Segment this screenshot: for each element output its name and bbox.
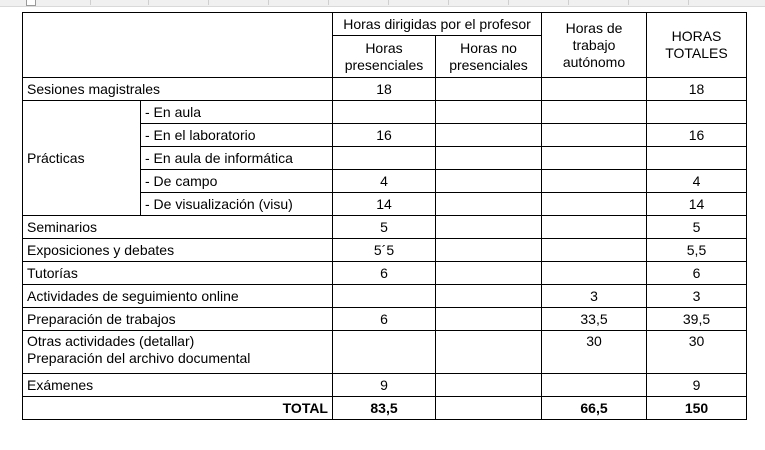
total-presenciales: 83,5	[333, 397, 436, 420]
table-move-handle-icon[interactable]	[26, 0, 36, 6]
cell-autonomo	[542, 239, 647, 262]
row-sublabel: - De campo	[141, 170, 333, 193]
cell-autonomo	[542, 101, 647, 124]
cell-no-presenciales	[436, 124, 542, 147]
row-label: Tutorías	[23, 262, 333, 285]
row-sublabel: - En el laboratorio	[141, 124, 333, 147]
cell-total: 30	[647, 331, 747, 374]
cell-autonomo	[542, 374, 647, 397]
document-ruler-strip	[0, 0, 765, 7]
cell-presenciales	[333, 101, 436, 124]
row-sublabel: - En aula de informática	[141, 147, 333, 170]
cell-presenciales: 5	[333, 216, 436, 239]
cell-presenciales	[333, 285, 436, 308]
ruler-tick	[208, 0, 209, 5]
cell-autonomo	[542, 147, 647, 170]
header-no-presenciales: Horas no presenciales	[436, 36, 542, 78]
cell-presenciales	[333, 147, 436, 170]
cell-autonomo	[542, 78, 647, 101]
table-row-seguimiento	[23, 285, 747, 308]
cell-total: 9	[647, 374, 747, 397]
total-no-presenciales	[436, 397, 542, 420]
table-row-seminarios	[23, 216, 747, 239]
cell-no-presenciales	[436, 78, 542, 101]
cell-no-presenciales	[436, 239, 542, 262]
cell-no-presenciales	[436, 331, 542, 374]
cell-total: 4	[647, 170, 747, 193]
header-dirigidas: Horas dirigidas por el profesor	[333, 13, 542, 36]
header-autonomo: Horas de trabajo autónomo	[542, 13, 647, 78]
cell-total: 39,5	[647, 308, 747, 331]
table-row-otras	[23, 331, 747, 374]
row-label-line: Otras actividades (detallar)	[27, 333, 195, 349]
cell-autonomo	[542, 170, 647, 193]
cell-autonomo	[542, 262, 647, 285]
hours-table	[22, 12, 747, 420]
total-total: 150	[647, 397, 747, 420]
cell-autonomo	[542, 193, 647, 216]
cell-presenciales: 6	[333, 262, 436, 285]
table-row-examenes	[23, 374, 747, 397]
cell-no-presenciales	[436, 285, 542, 308]
cell-presenciales: 16	[333, 124, 436, 147]
cell-presenciales: 4	[333, 170, 436, 193]
table-row-preparacion	[23, 308, 747, 331]
cell-no-presenciales	[436, 374, 542, 397]
cell-no-presenciales	[436, 170, 542, 193]
table-row-sesiones	[23, 78, 747, 101]
cell-total: 16	[647, 124, 747, 147]
cell-no-presenciales	[436, 216, 542, 239]
row-label: Sesiones magistrales	[23, 78, 333, 101]
table-row-tutorias	[23, 262, 747, 285]
row-label: Exámenes	[23, 374, 333, 397]
row-label: Actividades de seguimiento online	[23, 285, 333, 308]
cell-total: 6	[647, 262, 747, 285]
cell-presenciales: 18	[333, 78, 436, 101]
cell-no-presenciales	[436, 193, 542, 216]
cell-presenciales: 6	[333, 308, 436, 331]
row-label: Seminarios	[23, 216, 333, 239]
cell-no-presenciales	[436, 308, 542, 331]
row-label-line: Preparación del archivo documental	[27, 350, 251, 366]
table-row-practicas-aula	[23, 101, 747, 124]
table-row-total	[23, 397, 747, 420]
cell-total: 5	[647, 216, 747, 239]
row-sublabel: - En aula	[141, 101, 333, 124]
row-label: Exposiciones y debates	[23, 239, 333, 262]
cell-autonomo	[542, 216, 647, 239]
cell-total: 14	[647, 193, 747, 216]
cell-total	[647, 101, 747, 124]
cell-autonomo: 3	[542, 285, 647, 308]
header-totales: HORAS TOTALES	[647, 13, 747, 78]
ruler-tick	[688, 0, 689, 5]
ruler-tick	[568, 0, 569, 5]
cell-no-presenciales	[436, 147, 542, 170]
cell-total: 3	[647, 285, 747, 308]
cell-autonomo: 33,5	[542, 308, 647, 331]
row-label: Preparación de trabajos	[23, 308, 333, 331]
ruler-tick	[90, 0, 91, 5]
ruler-tick	[328, 0, 329, 5]
total-label: TOTAL	[23, 397, 333, 420]
cell-total	[647, 147, 747, 170]
cell-autonomo	[542, 124, 647, 147]
cell-no-presenciales	[436, 101, 542, 124]
ruler-tick	[508, 0, 509, 5]
cell-presenciales: 9	[333, 374, 436, 397]
ruler-tick	[268, 0, 269, 5]
header-presenciales: Horas presenciales	[333, 36, 436, 78]
ruler-tick	[628, 0, 629, 5]
ruler-tick	[148, 0, 149, 5]
cell-total: 18	[647, 78, 747, 101]
row-sublabel: - De visualización (visu)	[141, 193, 333, 216]
cell-presenciales	[333, 331, 436, 374]
cell-autonomo: 30	[542, 331, 647, 374]
header-row-1	[23, 13, 747, 36]
ruler-tick	[388, 0, 389, 5]
total-autonomo: 66,5	[542, 397, 647, 420]
table-row-exposiciones	[23, 239, 747, 262]
header-empty-cell	[23, 13, 333, 78]
row-label-otras	[23, 331, 333, 374]
ruler-tick	[448, 0, 449, 5]
cell-total: 5,5	[647, 239, 747, 262]
row-label-practicas: Prácticas	[23, 101, 141, 216]
cell-no-presenciales	[436, 262, 542, 285]
cell-presenciales: 14	[333, 193, 436, 216]
cell-presenciales: 5´5	[333, 239, 436, 262]
